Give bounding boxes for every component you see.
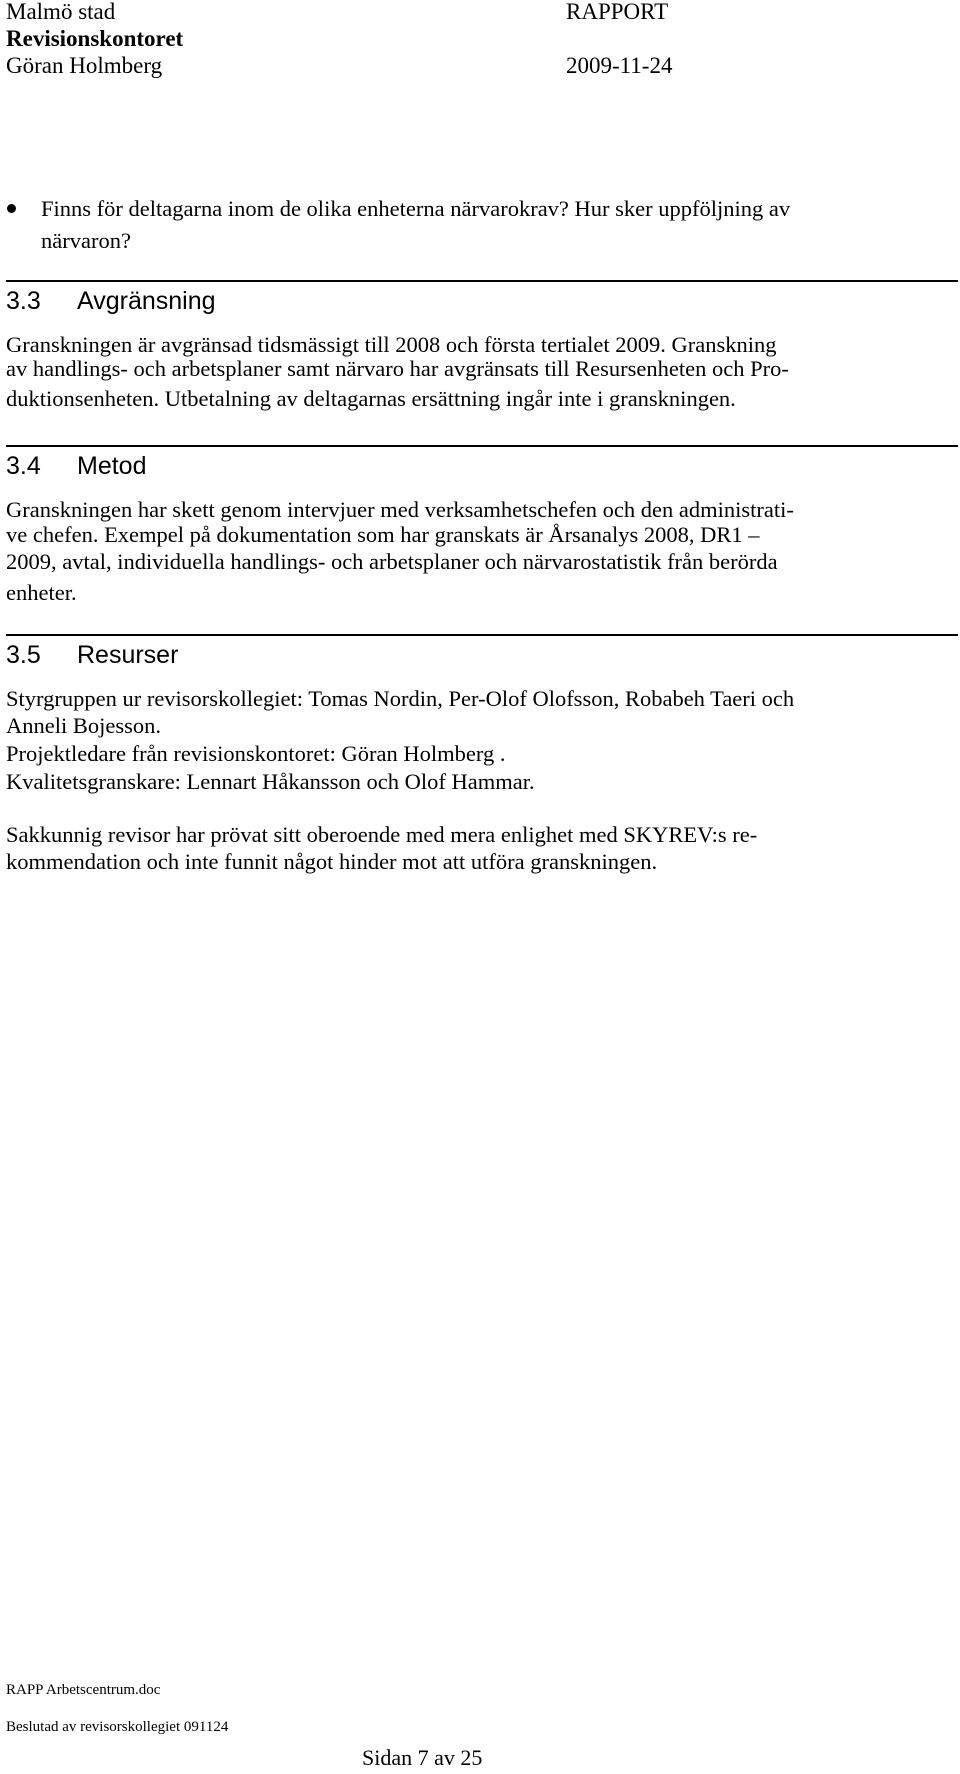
- section-3-5-line: Kvalitetsgranskare: Lennart Håkansson och Olof Hammar.: [6, 769, 535, 794]
- section-rule-3-5: [6, 634, 958, 636]
- footer-decision: Beslutad av revisorskollegiet 091124: [6, 1719, 229, 1735]
- section-title-3-5: Resurser: [77, 641, 179, 669]
- section-3-3-line: av handlings- och arbetsplaner samt närvaro har avgränsats till Resursenheten och Pro-: [6, 356, 789, 381]
- closing-line: kommendation och inte funnit något hinder mot att utföra granskningen.: [6, 849, 658, 874]
- header-org: Malmö stad: [6, 0, 116, 24]
- section-title-3-4: Metod: [77, 452, 147, 480]
- bullet-text-line-1: Finns för deltagarna inom de olika enheterna närvarokrav? Hur sker uppföljning av: [41, 196, 791, 221]
- header-doc-type: RAPPORT: [566, 0, 669, 24]
- section-rule-3-4: [6, 445, 958, 447]
- footer-page-number: Sidan 7 av 25: [362, 1745, 483, 1770]
- section-3-5-line: Anneli Bojesson.: [6, 713, 161, 738]
- header-dept: Revisionskontoret: [6, 26, 184, 51]
- section-3-4-line: ve chefen. Exempel på dokumentation som har granskats är Årsanalys 2008, DR1 –: [6, 522, 760, 547]
- section-number-3-3: 3.3: [6, 287, 41, 315]
- section-3-5-line: Styrgruppen ur revisorskollegiet: Tomas Nordin, Per-Olof Olofsson, Robabeh Taeri och: [6, 686, 795, 711]
- section-3-4-line: 2009, avtal, individuella handlings- och arbetsplaner och närvarostatistik från berörda: [6, 549, 778, 574]
- section-title-3-3: Avgränsning: [77, 287, 216, 315]
- section-rule-3-3: [6, 280, 958, 282]
- closing-line: Sakkunnig revisor har prövat sitt oberoende med mera enlighet med SKYREV:s re-: [6, 822, 758, 847]
- section-number-3-4: 3.4: [6, 452, 41, 480]
- section-3-4-line: Granskningen har skett genom intervjuer med verksamhetschefen och den administrati-: [6, 497, 794, 522]
- header-date: 2009-11-24: [566, 53, 673, 78]
- header-author: Göran Holmberg: [6, 53, 163, 78]
- section-3-3-line: Granskningen är avgränsad tidsmässigt till 2008 och första tertialet 2009. Granskning: [6, 332, 777, 357]
- footer-filename: RAPP Arbetscentrum.doc: [6, 1682, 161, 1698]
- section-3-3-line: duktionsenheten. Utbetalning av deltagarnas ersättning ingår inte i granskningen.: [6, 386, 736, 411]
- section-3-5-line: Projektledare från revisionskontoret: Göran Holmberg .: [6, 741, 506, 766]
- bullet-icon: [7, 204, 16, 213]
- section-3-4-line: enheter.: [6, 580, 77, 605]
- section-number-3-5: 3.5: [6, 641, 41, 669]
- bullet-text-line-2: närvaron?: [41, 228, 131, 253]
